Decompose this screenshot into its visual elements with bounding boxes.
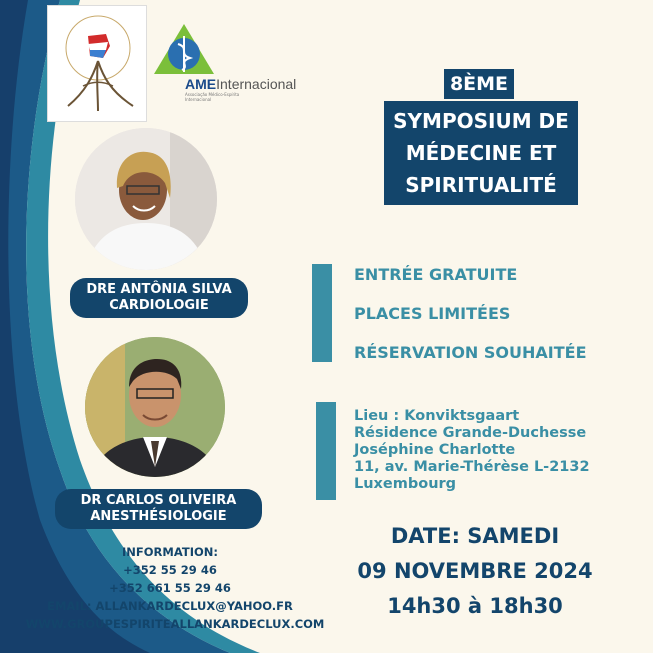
ame-logo-name: AMEInternacional [185, 76, 297, 92]
contact-phone-2: +352 661 55 29 46 [109, 581, 231, 595]
contact-phone-1: +352 55 29 46 [123, 563, 217, 577]
accent-bar-venue [316, 402, 336, 500]
groupe-spirite-logo [47, 5, 147, 122]
symposium-title: SYMPOSIUM DE MÉDECINE ET SPIRITUALITÉ [384, 101, 578, 205]
event-date: 09 NOVEMBRE 2024 [357, 559, 593, 583]
speaker-photo-1 [75, 128, 217, 270]
accent-bar-info [312, 264, 332, 362]
contact-email[interactable]: EMAIL: ALLANKARDECLUX@YAHOO.FR [47, 599, 293, 613]
speaker-name-2: DR CARLOS OLIVEIRA [80, 493, 237, 508]
speaker-specialty-2: ANESTHÉSIOLOGIE [90, 509, 227, 524]
info-reservation: RÉSERVATION SOUHAITÉE [354, 343, 587, 362]
info-limited-places: PLACES LIMITÉES [354, 304, 511, 323]
speaker-photo-2 [85, 337, 225, 477]
speaker-label-1 [70, 278, 248, 318]
contact-heading: INFORMATION: [122, 545, 218, 559]
speaker-specialty-1: CARDIOLOGIE [109, 298, 209, 313]
edition-label: 8ÈME [444, 69, 514, 99]
speaker-label-2 [55, 489, 262, 529]
speaker-name-1: DRE ANTÔNIA SILVA [86, 282, 232, 297]
venue-address: Lieu : Konviktsgaart Résidence Grande-Duchesse Joséphine Charlotte 11, av. Marie-Thérèse L-2132 Luxembourg [354, 408, 590, 492]
event-day: DATE: SAMEDI [390, 524, 560, 548]
ame-logo-subtitle: Associação Médico-Espírita Internacional [185, 92, 240, 102]
event-time: 14h30 à 18h30 [387, 594, 563, 618]
info-free-entry: ENTRÉE GRATUITE [354, 265, 518, 284]
contact-website[interactable]: WWW.GROUPESPIRITEALLANKARDECLUX.COM [25, 617, 325, 631]
